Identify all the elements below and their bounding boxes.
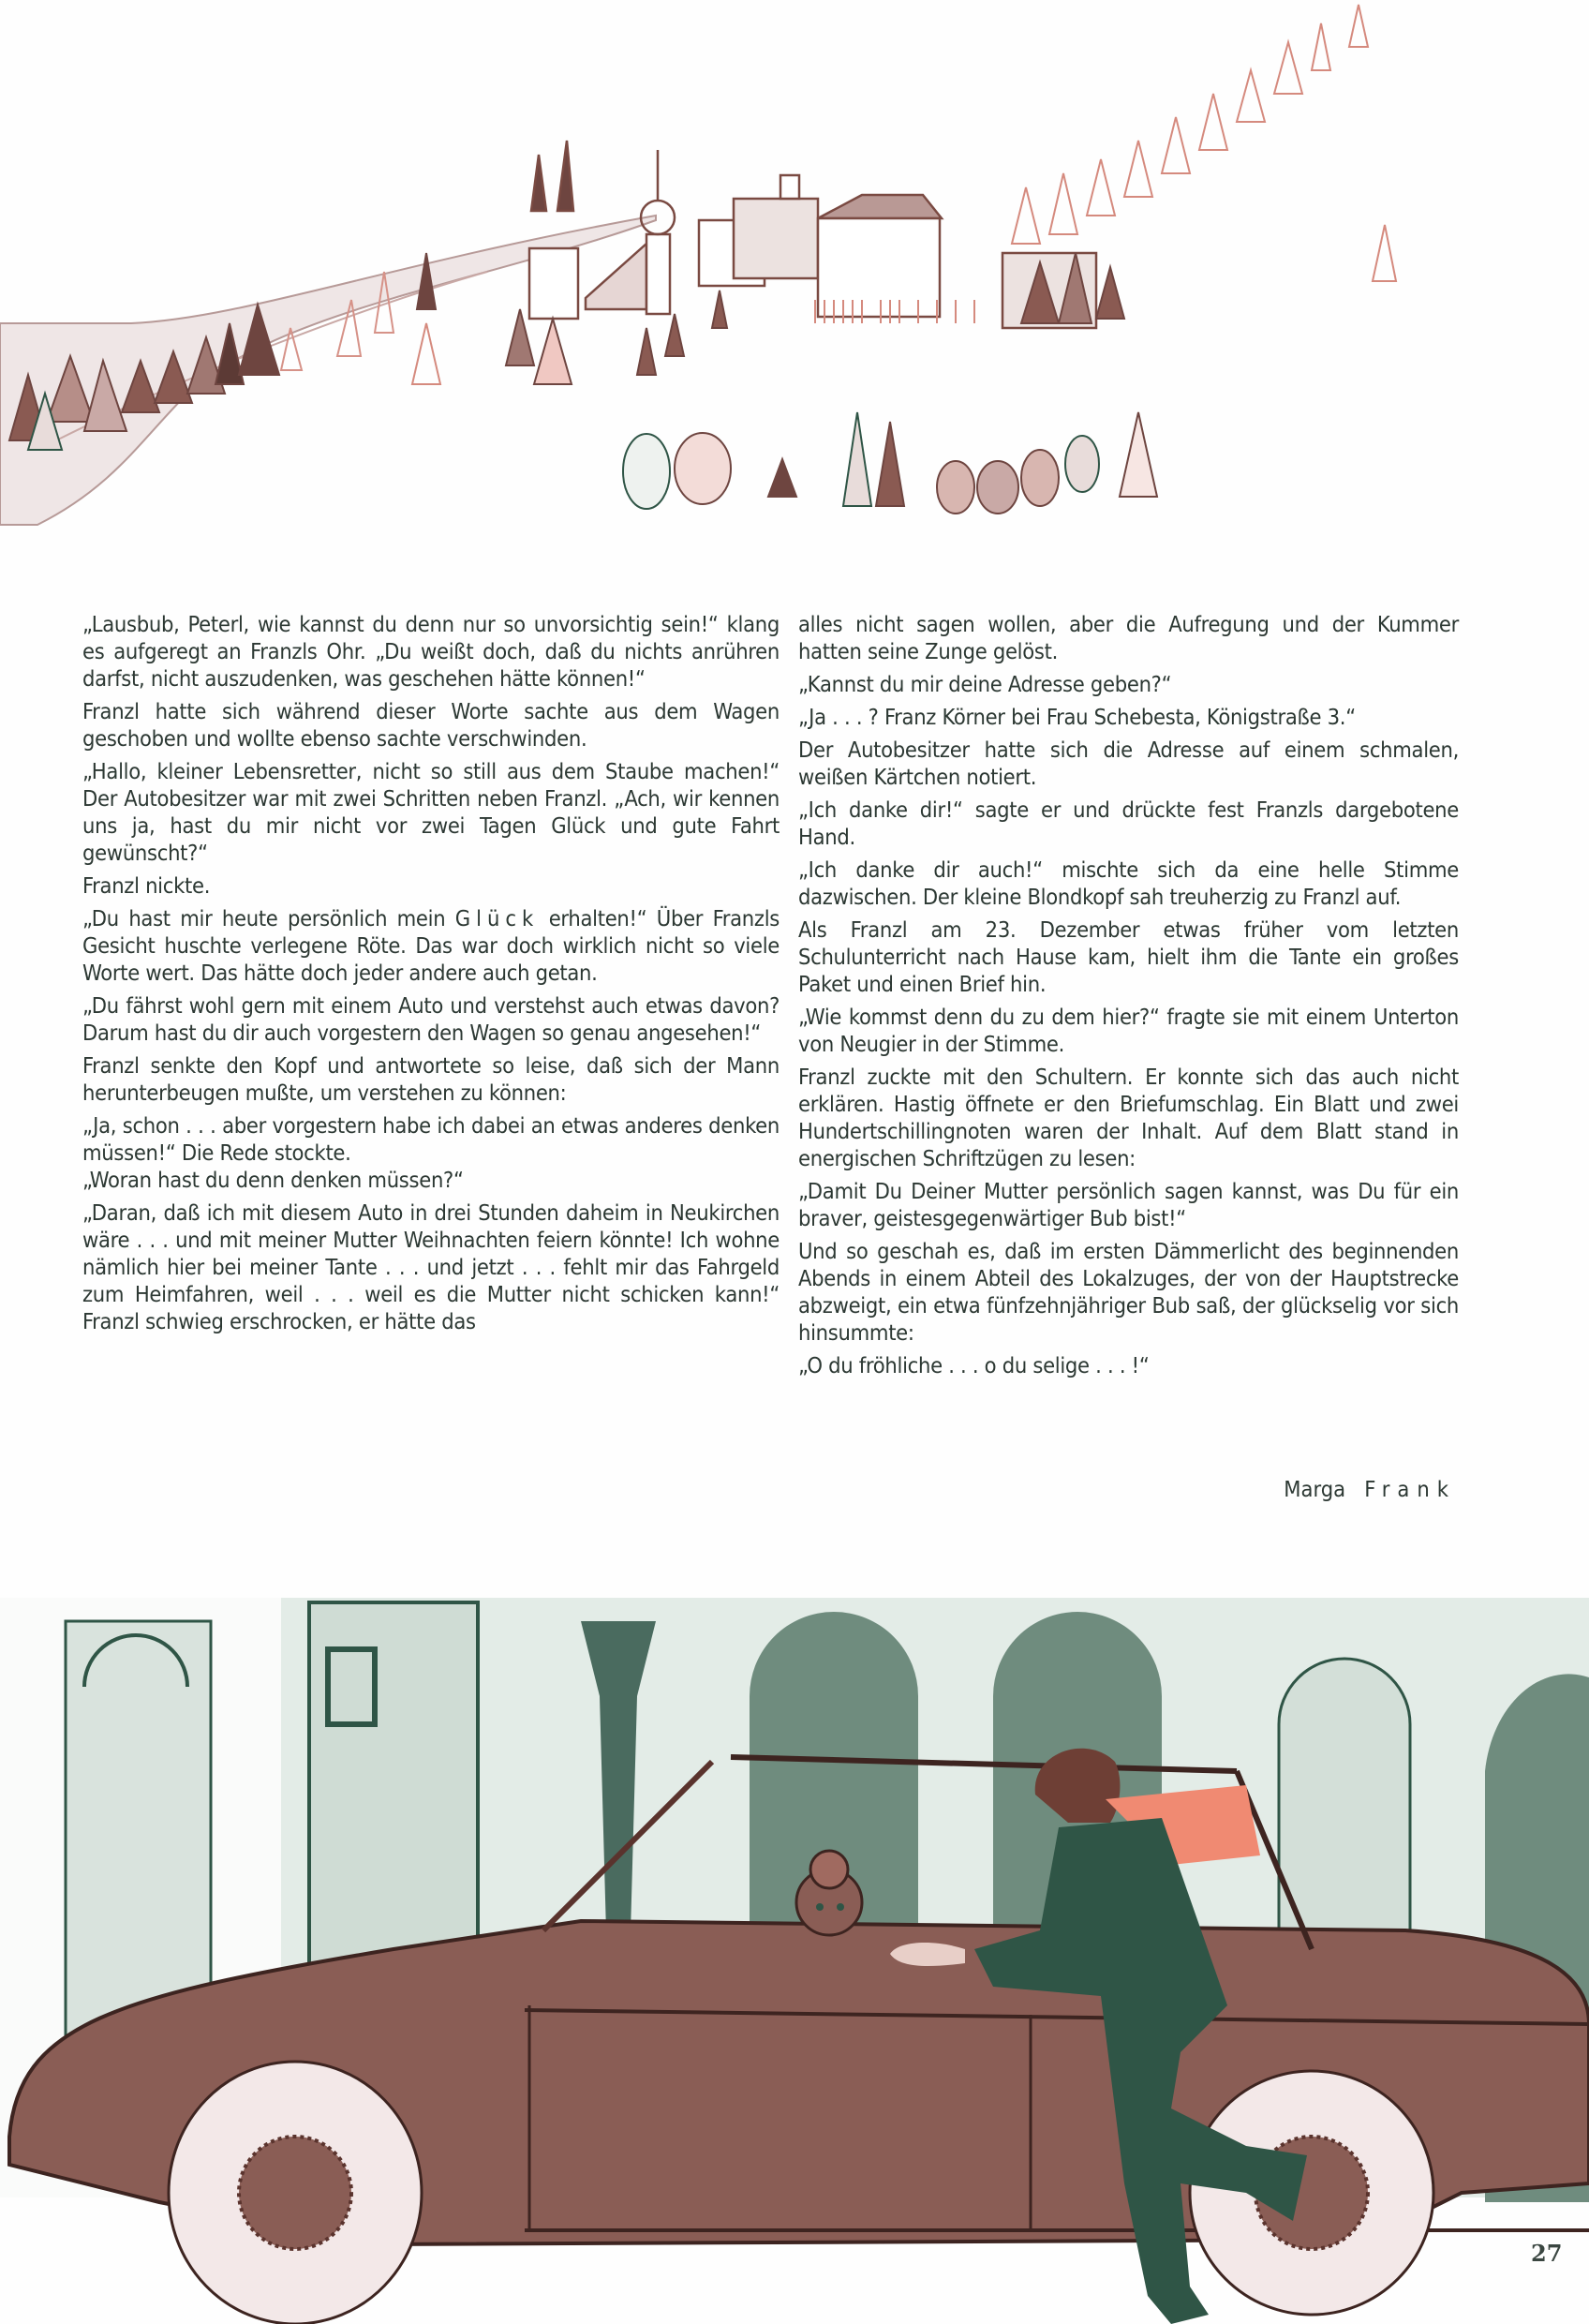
paragraph: alles nicht sagen wollen, aber die Aufregung und der Kummer hatten seine Zunge gelöst.: [798, 611, 1459, 664]
paragraph: Franzl zuckte mit den Schultern. Er konnte sich das auch nicht erklären. Hastig öffnete er den Briefumschlag. Ein Blatt und zwei Hundertschillingnoten waren der Inhalt. Auf dem Blatt stand in energischen Schriftzügen zu lesen:: [798, 1064, 1459, 1171]
paragraph: „O du fröhliche . . . o du selige . . . !“: [798, 1352, 1150, 1378]
paragraph: „Wie kommst denn du zu dem hier?“ fragte sie mit einem Unterton von Neugier in der Stimme.: [798, 1004, 1459, 1057]
paragraph: Franzl senkte den Kopf und antwortete so leise, daß sich der Mann herunterbeugen mußte, um verstehen zu können:: [82, 1052, 780, 1106]
right-forest: [1012, 5, 1396, 323]
paragraph: „Ich danke dir auch!“ mischte sich da eine helle Stimme dazwischen. Der kleine Blondkopf sah treuherzig zu Franzl auf.: [798, 857, 1459, 910]
paragraph: Und so geschah es, daß im ersten Dämmerlicht des beginnenden Abends in einem Abteil des Lokalzuges, der von der Hauptstrecke abzweigt, ein etwa fünfzehnjähriger Bub saß, der glückselig vor sich hinsummte:: [798, 1238, 1459, 1346]
paragraph: „Hallo, kleiner Lebensretter, nicht so still aus dem Staube machen!“ Der Autobesitzer war mit zwei Schritten neben Franzl. „Ach, wir kennen uns ja, hast du mir nicht vor zwei Tagen Glück und gute Fahrt gewünscht?“: [82, 758, 780, 866]
paragraph: „Ja, schon . . . aber vorgestern habe ich dabei an etwas anderes denken müssen!“ Die Rede stockte.: [82, 1112, 780, 1166]
paragraph: „Damit Du Deiner Mutter persönlich sagen kannst, was Du für ein braver, geistesgegenwärtiger Bub bist!“: [798, 1178, 1459, 1231]
village-illustration: [0, 0, 1589, 562]
foreground-bushes: [623, 412, 1157, 514]
author-byline: [1284, 1476, 1456, 1502]
paragraph: „Lausbub, Peterl, wie kannst du denn nur so unvorsichtig sein!“ klang es aufgeregt an Franzls Ohr. „Du weißt doch, daß du nichts anrühren darfst, nicht auszudenken, was geschehen hätte können!“: [82, 611, 780, 692]
paragraph-text: erhalten!“ Über Franzls Gesicht huschte verlegene Röte. Das war doch wirklich nicht so viele Worte wert. Das hätte doch jeder andere auch getan.: [82, 905, 780, 986]
author-last-name: Frank: [1364, 1476, 1456, 1502]
paragraph: Der Autobesitzer hatte sich die Adresse auf einem schmalen, weißen Kärtchen notiert.: [798, 737, 1459, 790]
page-number: 27: [1531, 2240, 1563, 2267]
paragraph: „Ja . . . ? Franz Körner bei Frau Schebesta, Königstraße 3.“: [798, 704, 1356, 730]
paragraph: [82, 905, 780, 987]
paragraph-text: „Du hast mir heute persönlich mein: [82, 905, 455, 931]
paragraph: „Kannst du mir deine Adresse geben?“: [798, 671, 1172, 697]
paragraph: „Daran, daß ich mit diesem Auto in drei Stunden daheim in Neukirchen wäre . . . und mit meiner Mutter Weihnachten feiern könnte! Ich wohne nämlich hier bei meiner Tante . . . und jetzt . . . fehlt mir das Fahrgeld zum Heimfahren, weil . . . weil es die Mutter nicht schicken kann!“ Franzl schwieg erschrocken, er hätte das: [82, 1199, 780, 1334]
paragraph: Franzl hatte sich während dieser Worte sachte aus dem Wagen geschoben und wollte ebenso sachte verschwinden.: [82, 698, 780, 752]
paragraph: Franzl nickte.: [82, 872, 211, 899]
paragraph: „Ich danke dir!“ sagte er und drückte fest Franzls dargebotene Hand.: [798, 797, 1459, 850]
paragraph: „Woran hast du denn denken müssen?“: [82, 1167, 464, 1193]
paragraph: Als Franzl am 23. Dezember etwas früher vom letzten Schulunterricht nach Hause kam, hielt ihm die Tante ein großes Paket und einen Brief hin.: [798, 916, 1459, 997]
author-first-name: Marga: [1284, 1476, 1346, 1502]
story-column-left: [82, 611, 780, 1341]
car-scene-illustration: [0, 1584, 1589, 2324]
paragraph: „Du fährst wohl gern mit einem Auto und verstehst auch etwas davon? Darum hast du dir auch vorgestern den Wagen so genau angesehen!“: [82, 992, 780, 1046]
story-column-right: [798, 611, 1459, 1385]
emphasized-word: Glück: [454, 905, 540, 931]
